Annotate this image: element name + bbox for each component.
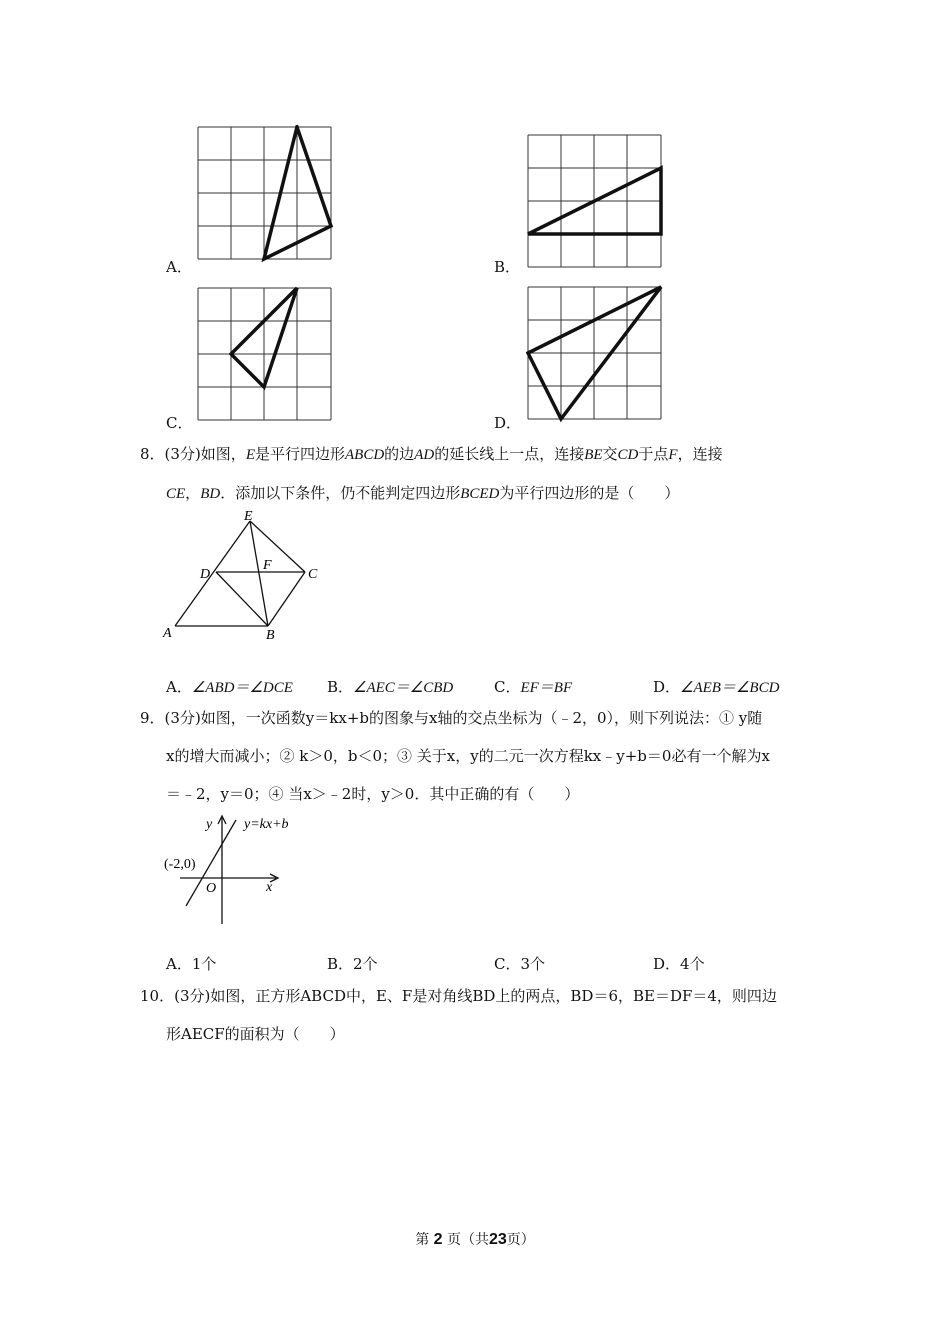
q7-figure-b [526, 133, 664, 271]
option-letter: A． [166, 678, 192, 696]
q9-label-fn: y=kx+b [244, 817, 289, 832]
option-letter: B． [327, 678, 354, 696]
q9-number: 9． [140, 709, 165, 727]
q8-score: (3分) [164, 445, 201, 463]
q8-text: 的边 [384, 445, 415, 463]
option-letter: D． [653, 955, 681, 973]
q10-text: 如图，正方形ABCD中，E、F是对角线BD上的两点，BD＝6，BE＝DF＝4，则四边 [210, 987, 777, 1005]
q10-line-2: 形AECF的面积为（ ） [166, 1025, 345, 1043]
option-letter: B． [327, 955, 354, 973]
q8-label-e: E [244, 509, 253, 524]
q8-var: CD [617, 447, 639, 463]
q8-var: BD [200, 486, 221, 502]
q9-option-a[interactable] [166, 953, 216, 974]
option-text: ∠AEB＝∠BCD [680, 680, 780, 696]
q9-label-y: y [206, 817, 213, 832]
q9-line-3: ＝﹣2，y＝0；④ 当x＞﹣2时，y＞0．其中正确的有（ ） [166, 785, 580, 803]
q8-var: F [668, 447, 678, 463]
q9-label-point: (-2,0) [164, 857, 196, 872]
q8-option-a[interactable] [166, 676, 293, 697]
option-letter: A． [166, 955, 192, 973]
option-letter: C． [494, 955, 521, 973]
option-text: 3个 [520, 955, 546, 973]
q7-option-a-label: A． [166, 258, 192, 276]
option-text: ∠ABD＝∠DCE [191, 680, 293, 696]
q9-option-c[interactable] [494, 953, 545, 974]
option-letter: C． [494, 678, 521, 696]
q8-text: ．添加以下条件，仍不能判定四边形 [220, 484, 461, 502]
option-text: 4个 [680, 955, 705, 973]
footer-post: 页） [506, 1232, 535, 1248]
q9-label-origin: O [206, 881, 217, 896]
q8-var: CE [166, 486, 186, 502]
option-text: 2个 [353, 955, 378, 973]
q8-text: 于点 [638, 445, 669, 463]
q9-line-1 [140, 699, 820, 737]
q7-option-b-label: B． [494, 258, 521, 276]
q7-option-c-label: C． [166, 414, 193, 432]
q8-figure [160, 508, 330, 644]
option-text: EF＝BF [520, 680, 573, 696]
q8-line-1 [140, 435, 820, 474]
q7-figure-c [196, 286, 334, 424]
footer-mid: 页（共 [447, 1232, 489, 1248]
q10-line-1 [140, 977, 820, 1015]
page-footer [0, 1229, 950, 1249]
q8-var: BE [584, 447, 603, 463]
page-number: 2 [433, 1231, 443, 1248]
q8-var: AD [414, 447, 435, 463]
q8-var: BCED [460, 486, 500, 502]
q8-var: E [245, 447, 255, 463]
q8-label-b: B [266, 628, 275, 643]
q9-text: 如图，一次函数y＝kx+b的图象与x轴的交点坐标为（﹣2，0），则下列说法：① y随 [200, 709, 763, 727]
q9-score: (3分) [164, 709, 201, 727]
q8-label-a: A [163, 626, 172, 641]
q9-option-d[interactable] [653, 953, 705, 974]
q9-label-x: x [266, 880, 273, 895]
q8-option-b[interactable] [327, 676, 453, 697]
q8-label-d: D [200, 567, 211, 582]
q8-text: 为平行四边形的是（ ） [499, 484, 680, 502]
q8-number: 8． [140, 445, 165, 463]
q10-score: (3分) [174, 987, 211, 1005]
footer-pre: 第 [415, 1232, 430, 1248]
q8-text: 交 [602, 445, 618, 463]
q8-option-c[interactable] [494, 676, 572, 697]
q9-option-b[interactable] [327, 953, 378, 974]
q8-option-d[interactable] [653, 676, 779, 697]
option-text: ∠AEC＝∠CBD [353, 680, 454, 696]
q7-figure-d [526, 285, 664, 423]
q7-figure-a [196, 125, 334, 265]
option-letter: D． [653, 678, 681, 696]
q8-text: 的延长线上一点，连接 [434, 445, 585, 463]
option-text: 1个 [191, 955, 217, 973]
q9-figure [160, 810, 290, 928]
q10-stem [140, 977, 820, 1053]
q9-line-2: x的增大而减小；② k＞0，b＜0；③ 关于x，y的二元一次方程kx﹣y+b＝0必有一个解为x [166, 747, 770, 765]
q10-number: 10． [140, 987, 175, 1005]
q9-stem [140, 699, 820, 813]
q8-text: ， [185, 484, 201, 502]
q8-label-f: F [263, 558, 272, 573]
q8-text: ，连接 [677, 445, 723, 463]
q7-option-d-label: D． [494, 414, 522, 432]
q8-stem [140, 435, 820, 513]
q8-var: ABCD [345, 447, 385, 463]
q8-label-c: C [308, 567, 318, 582]
q8-text: 如图， [200, 445, 246, 463]
q8-text: 是平行四边形 [254, 445, 345, 463]
total-pages: 23 [489, 1231, 507, 1248]
